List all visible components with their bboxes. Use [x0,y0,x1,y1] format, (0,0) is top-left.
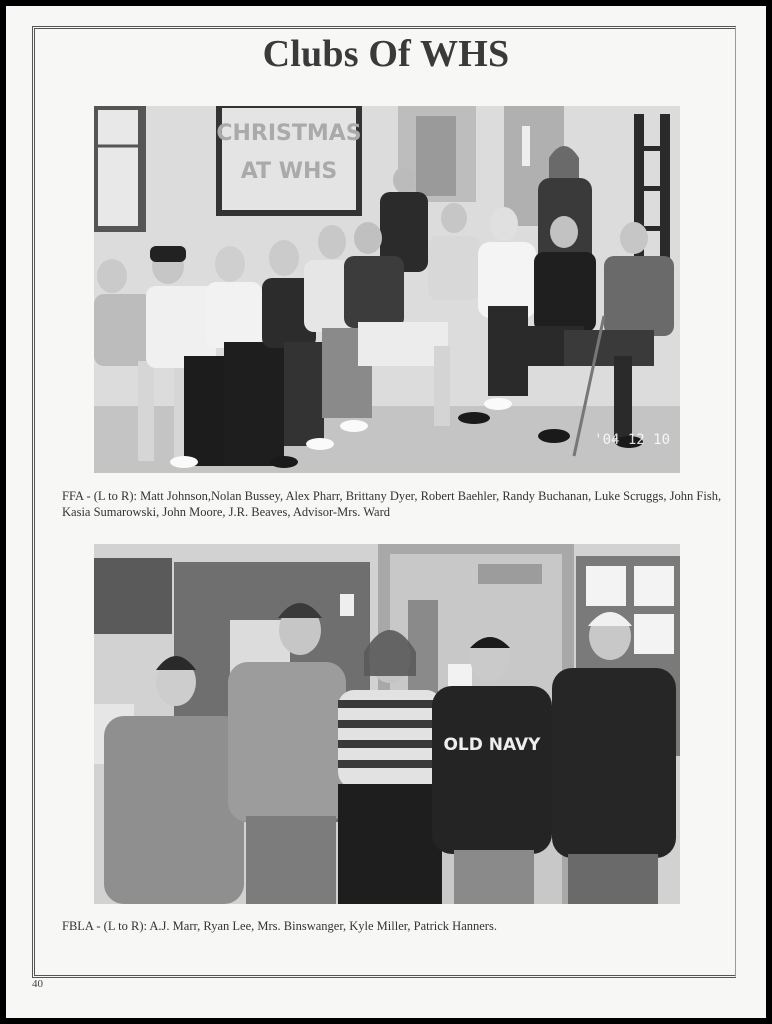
fbla-group-photo [94,544,680,904]
ffa-caption: FFA - (L to R): Matt Johnson,Nolan Bussey, Alex Pharr, Brittany Dyer, Robert Baehler, Randy Buchanan, Luke Scruggs, John Fish, Kasia Sumarowski, John Moore, J.R. Beaves, Advisor-Mrs. Ward [62,489,722,519]
svg-text:AT WHS: AT WHS [240,159,338,184]
fbla-caption: FBLA - (L to R): A.J. Marr, Ryan Lee, Mrs. Binswanger, Kyle Miller, Patrick Hanners. [62,919,497,933]
page-number: 40 [32,978,43,990]
photo-date-stamp: '04 12 10 [594,432,670,448]
svg-text:CHRISTMAS: CHRISTMAS [216,121,362,146]
old-navy-shirt-text: OLD NAVY [443,735,541,755]
page-title: Clubs Of WHS [262,33,510,75]
ffa-group-photo [94,106,680,473]
